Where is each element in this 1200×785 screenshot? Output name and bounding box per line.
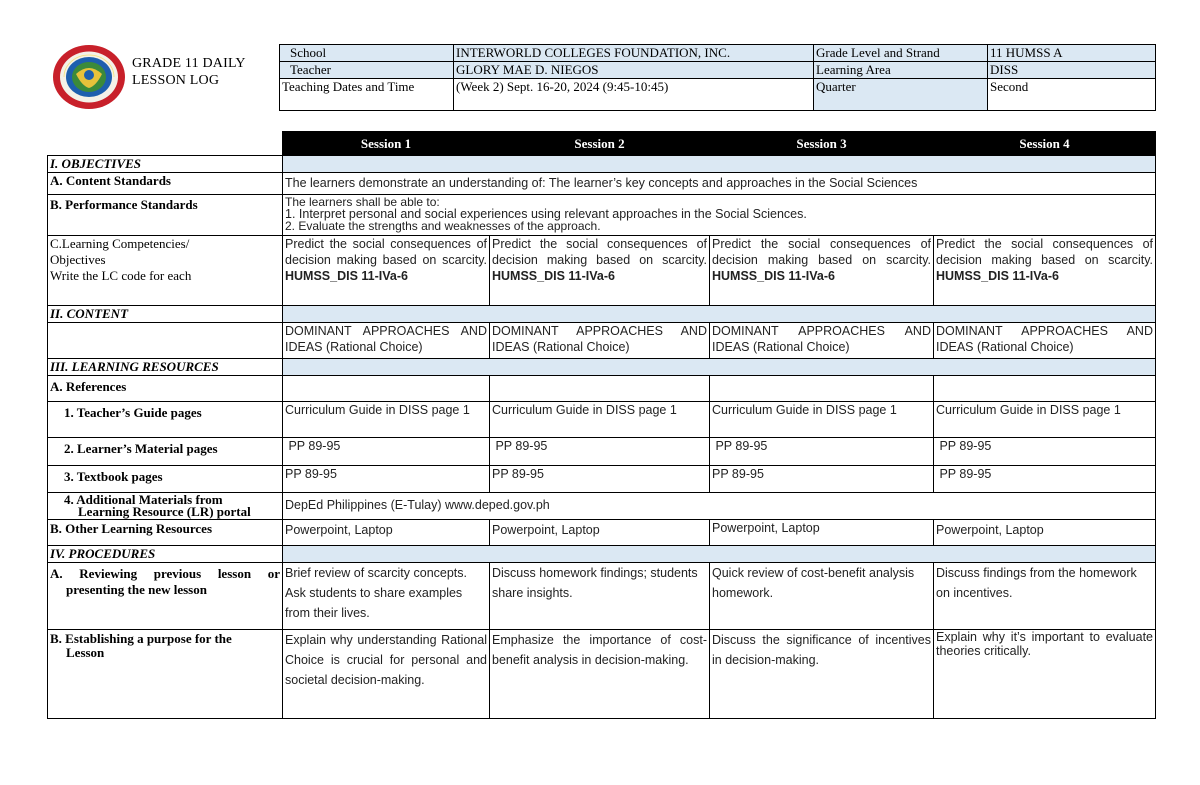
content-session-1: DOMINANT APPROACHES AND IDEAS (Rational Choice)	[283, 323, 490, 359]
quarter-value: Second	[988, 79, 1156, 111]
dates-value: (Week 2) Sept. 16-20, 2024 (9:45-10:45)	[454, 79, 814, 111]
teacher-value: GLORY MAE D. NIEGOS	[454, 62, 814, 79]
additional-materials-value: DepEd Philippines (E-Tulay) www.deped.gov.ph	[283, 493, 1156, 520]
learners-material-label: 2. Learner’s Material pages	[48, 438, 283, 466]
content-section-row	[48, 306, 1156, 323]
performance-line-1: The learners shall be able to:	[285, 195, 440, 209]
textbook-label: 3. Textbook pages	[48, 466, 283, 493]
competency-code: HUMSS_DIS 11-IVa-6	[492, 269, 615, 283]
reviewing-label	[48, 563, 283, 630]
content-session-2: DOMINANT APPROACHES AND IDEAS (Rational Choice)	[490, 323, 710, 359]
references-label: A. References	[48, 376, 283, 402]
title-line-2: LESSON LOG	[132, 73, 220, 88]
tb-session-4: PP 89-95	[934, 466, 1156, 493]
performance-line-2: 1. Interpret personal and social experiences using relevant approaches in the Social Sciences.	[285, 207, 807, 221]
procedures-title: IV. PROCEDURES	[48, 546, 283, 563]
competency-text: Predict the social consequences of decision making based on scarcity.	[936, 237, 1153, 267]
additional-materials-label	[48, 493, 283, 520]
resources-section-row	[48, 359, 1156, 376]
performance-standards-row	[48, 195, 1156, 236]
content-title: II. CONTENT	[48, 306, 283, 323]
lesson-log-table	[47, 131, 1156, 719]
resources-title: III. LEARNING RESOURCES	[48, 359, 283, 376]
session-header-row	[48, 132, 1156, 156]
reviewing-label-line-2: presenting the new lesson	[66, 582, 207, 597]
document-title	[132, 55, 272, 89]
competency-session-1	[283, 236, 490, 306]
procedures-section-row	[48, 546, 1156, 563]
header-info-table	[279, 44, 1156, 111]
teachers-guide-row	[48, 402, 1156, 438]
content-session-4: DOMINANT APPROACHES AND IDEAS (Rational Choice)	[934, 323, 1156, 359]
competency-code: HUMSS_DIS 11-IVa-6	[712, 269, 835, 283]
grade-value: 11 HUMSS A	[988, 45, 1156, 62]
other-resources-row	[48, 520, 1156, 546]
lm-session-1: PP 89-95	[283, 438, 490, 466]
content-topic-row	[48, 323, 1156, 359]
session-1-header: Session 1	[283, 132, 490, 156]
reviewing-label-line-1: A. Reviewing previous lesson or	[50, 566, 280, 581]
references-row	[48, 376, 1156, 402]
school-label: School	[280, 45, 454, 62]
lm-session-2: PP 89-95	[490, 438, 710, 466]
quarter-label: Quarter	[814, 79, 988, 111]
review-session-3: Quick review of cost-benefit analysis homework.	[710, 563, 934, 630]
area-value: DISS	[988, 62, 1156, 79]
other-session-2: Powerpoint, Laptop	[490, 520, 710, 546]
content-standards-value: The learners demonstrate an understanding of: The learner’s key concepts and approaches in the Social Sciences	[283, 173, 1156, 195]
dates-label: Teaching Dates and Time	[280, 79, 454, 111]
competency-session-3	[710, 236, 934, 306]
lm-session-3: PP 89-95	[710, 438, 934, 466]
competencies-label-line-3: Write the LC code for each	[50, 268, 192, 283]
tg-session-1: Curriculum Guide in DISS page 1	[283, 402, 490, 438]
purpose-label-line-1: B. Establishing a purpose for the	[50, 631, 232, 646]
competency-text: Predict the social consequences of decision making based on scarcity.	[285, 237, 487, 267]
additional-materials-label-line-2: Learning Resource (LR) portal	[78, 504, 251, 519]
competencies-label-line-1: C.Learning Competencies/	[50, 236, 190, 251]
teacher-label: Teacher	[280, 62, 454, 79]
content-session-3: DOMINANT APPROACHES AND IDEAS (Rational Choice)	[710, 323, 934, 359]
competency-session-4	[934, 236, 1156, 306]
content-standards-label: A. Content Standards	[48, 173, 283, 195]
tb-session-1: PP 89-95	[283, 466, 490, 493]
competencies-label-line-2: Objectives	[50, 252, 106, 267]
purpose-label-line-2: Lesson	[66, 645, 105, 660]
additional-materials-label-line-1: 4. Additional Materials from	[64, 492, 223, 507]
objectives-section-row	[48, 156, 1156, 173]
tb-session-2: PP 89-95	[490, 466, 710, 493]
objectives-title: I. OBJECTIVES	[48, 156, 283, 173]
other-session-3: Powerpoint, Laptop	[710, 520, 934, 546]
session-4-header: Session 4	[934, 132, 1156, 156]
learners-material-row	[48, 438, 1156, 466]
school-seal-logo	[52, 44, 126, 110]
review-session-4: Discuss findings from the homework on incentives.	[934, 563, 1156, 630]
area-label: Learning Area	[814, 62, 988, 79]
purpose-session-2: Emphasize the importance of cost-benefit analysis in decision-making.	[490, 630, 710, 719]
session-3-header: Session 3	[710, 132, 934, 156]
tg-session-2: Curriculum Guide in DISS page 1	[490, 402, 710, 438]
session-2-header: Session 2	[490, 132, 710, 156]
purpose-row	[48, 630, 1156, 719]
performance-standards-label: B. Performance Standards	[48, 195, 283, 236]
teachers-guide-label: 1. Teacher’s Guide pages	[48, 402, 283, 438]
competencies-row	[48, 236, 1156, 306]
purpose-session-3: Discuss the significance of incentives in decision-making.	[710, 630, 934, 719]
other-session-4: Powerpoint, Laptop	[934, 520, 1156, 546]
performance-line-3: 2. Evaluate the strengths and weaknesses of the approach.	[285, 219, 601, 233]
other-session-1: Powerpoint, Laptop	[283, 520, 490, 546]
additional-materials-row	[48, 493, 1156, 520]
purpose-session-1: Explain why understanding Rational Choice is crucial for personal and societal decision-making.	[283, 630, 490, 719]
school-value: INTERWORLD COLLEGES FOUNDATION, INC.	[454, 45, 814, 62]
textbook-row	[48, 466, 1156, 493]
reviewing-row	[48, 563, 1156, 630]
title-line-1: GRADE 11 DAILY	[132, 56, 246, 71]
review-session-2: Discuss homework findings; students share insights.	[490, 563, 710, 630]
competency-text: Predict the social consequences of decision making based on scarcity.	[492, 237, 707, 267]
performance-standards-value	[283, 195, 1156, 236]
competencies-label	[48, 236, 283, 306]
tg-session-4: Curriculum Guide in DISS page 1	[934, 402, 1156, 438]
content-standards-row	[48, 173, 1156, 195]
purpose-label	[48, 630, 283, 719]
tg-session-3: Curriculum Guide in DISS page 1	[710, 402, 934, 438]
grade-label: Grade Level and Strand	[814, 45, 988, 62]
competency-text: Predict the social consequences of decision making based on scarcity.	[712, 237, 931, 267]
purpose-session-4: Explain why it’s important to evaluate theories critically.	[934, 630, 1156, 719]
other-resources-label: B. Other Learning Resources	[48, 520, 283, 546]
lm-session-4: PP 89-95	[934, 438, 1156, 466]
competency-code: HUMSS_DIS 11-IVa-6	[285, 269, 408, 283]
competency-code: HUMSS_DIS 11-IVa-6	[936, 269, 1059, 283]
tb-session-3: PP 89-95	[710, 466, 934, 493]
review-session-1: Brief review of scarcity concepts. Ask students to share examples from their lives.	[283, 563, 490, 630]
competency-session-2	[490, 236, 710, 306]
